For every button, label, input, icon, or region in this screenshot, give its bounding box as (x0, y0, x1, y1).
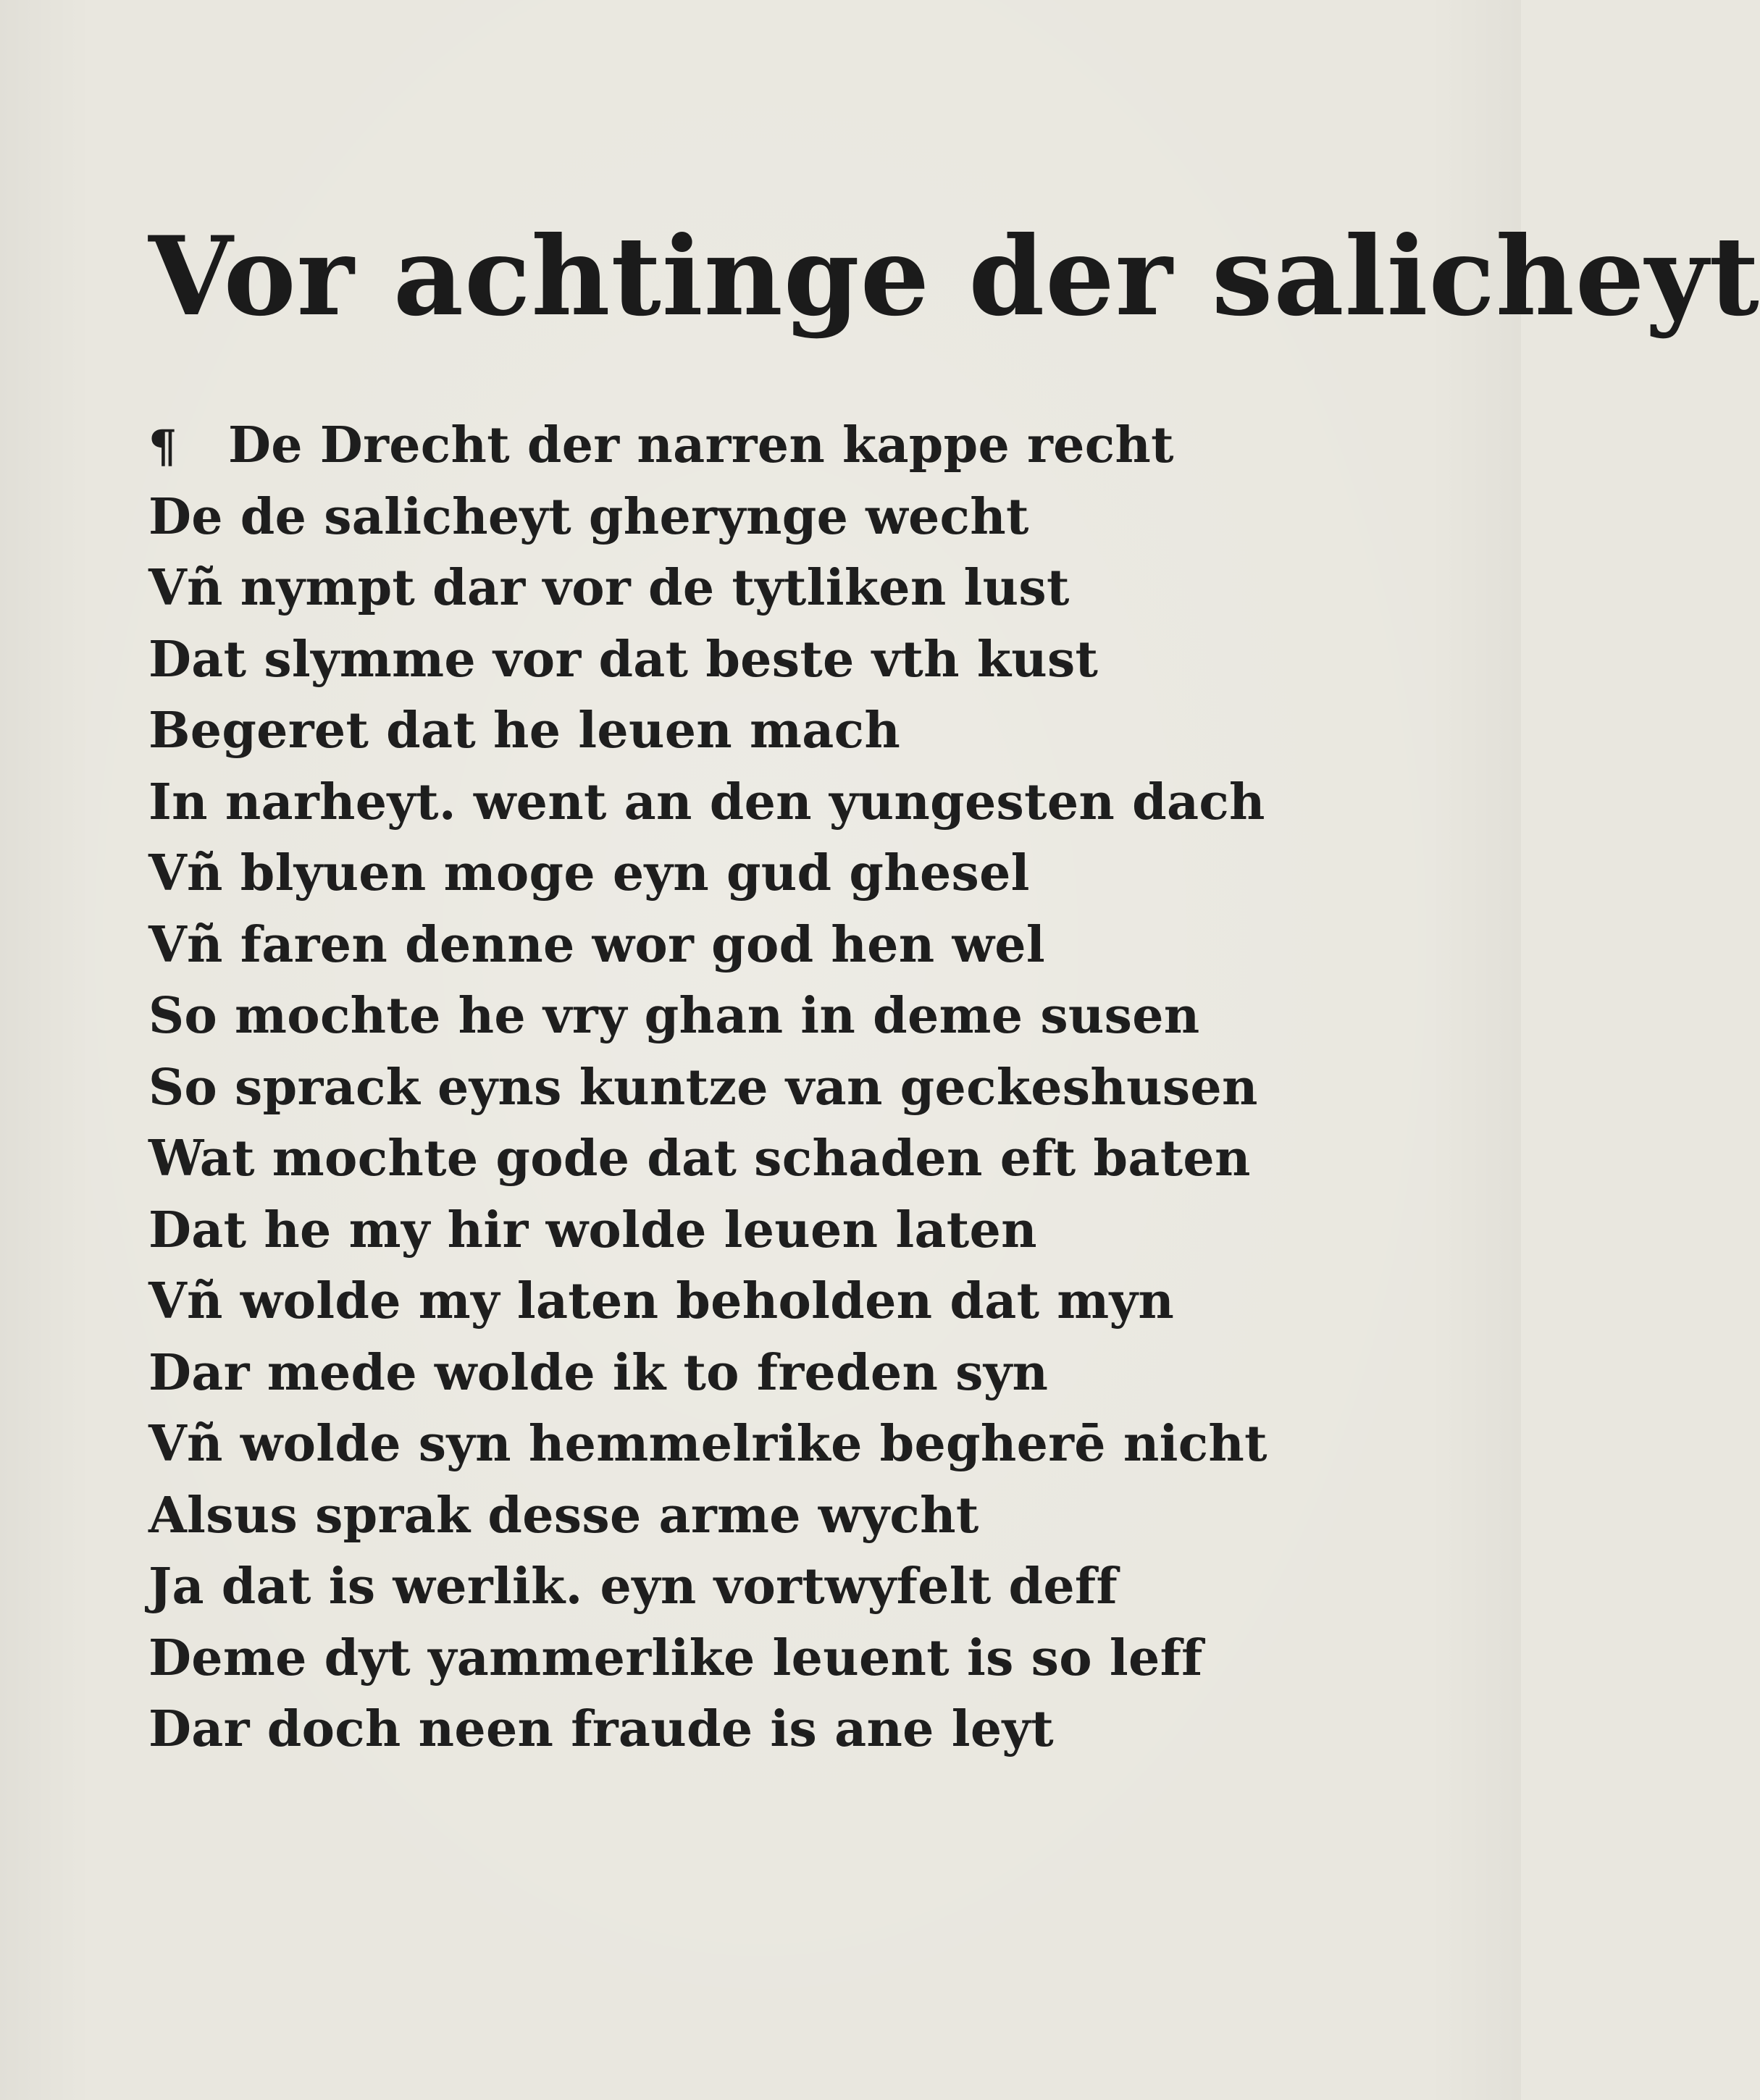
verse-line-11: Wat mochte gode dat schaden eft baten (148, 1130, 1251, 1188)
verse-line-13: Vñ wolde my laten beholden dat myn (148, 1272, 1175, 1330)
verse-line-19: Dar doch neen fraude is ane leyt (148, 1700, 1054, 1758)
verse-line-7: Vñ blyuen moge eyn gud ghesel (148, 844, 1030, 902)
verse-line-15: Vñ wolde syn hemmelrike begherē nicht (148, 1415, 1267, 1473)
verse-line-3: Vñ nympt dar vor de tytliken lust (148, 559, 1070, 617)
verse-line-text: De Drecht der narren kappe recht (228, 416, 1174, 474)
verse-line-6: In narheyt. went an den yungesten dach (148, 773, 1265, 831)
page-title: Vor achtinge der salicheyt (148, 213, 1760, 340)
verse-line-2: De de salicheyt gherynge wecht (148, 487, 1029, 546)
verse-line-8: Vñ faren denne wor god hen wel (148, 915, 1045, 974)
verse-line-16: Alsus sprak desse arme wycht (148, 1486, 979, 1545)
verse-line-14: Dar mede wolde ik to freden syn (148, 1343, 1049, 1402)
verse-line-9: So mochte he vry ghan in deme susen (148, 987, 1200, 1045)
verse-line-4: Dat slymme vor dat beste vth kust (148, 630, 1099, 689)
verse-block (148, 410, 1394, 1765)
verse-line-5: Begeret dat he leuen mach (148, 702, 901, 760)
verse-line-10: So sprack eyns kuntze van geckeshusen (148, 1058, 1258, 1117)
verse-line-17: Ja dat is werlik. eyn vortwyfelt deff (148, 1558, 1118, 1616)
verse-line-18: Deme dyt yammerlike leuent is so leff (148, 1629, 1203, 1687)
verse-line-12: Dat he my hir wolde leuen laten (148, 1201, 1037, 1259)
pilcrow-icon: ¶ (148, 420, 177, 473)
verse-line-1 (148, 410, 1394, 482)
